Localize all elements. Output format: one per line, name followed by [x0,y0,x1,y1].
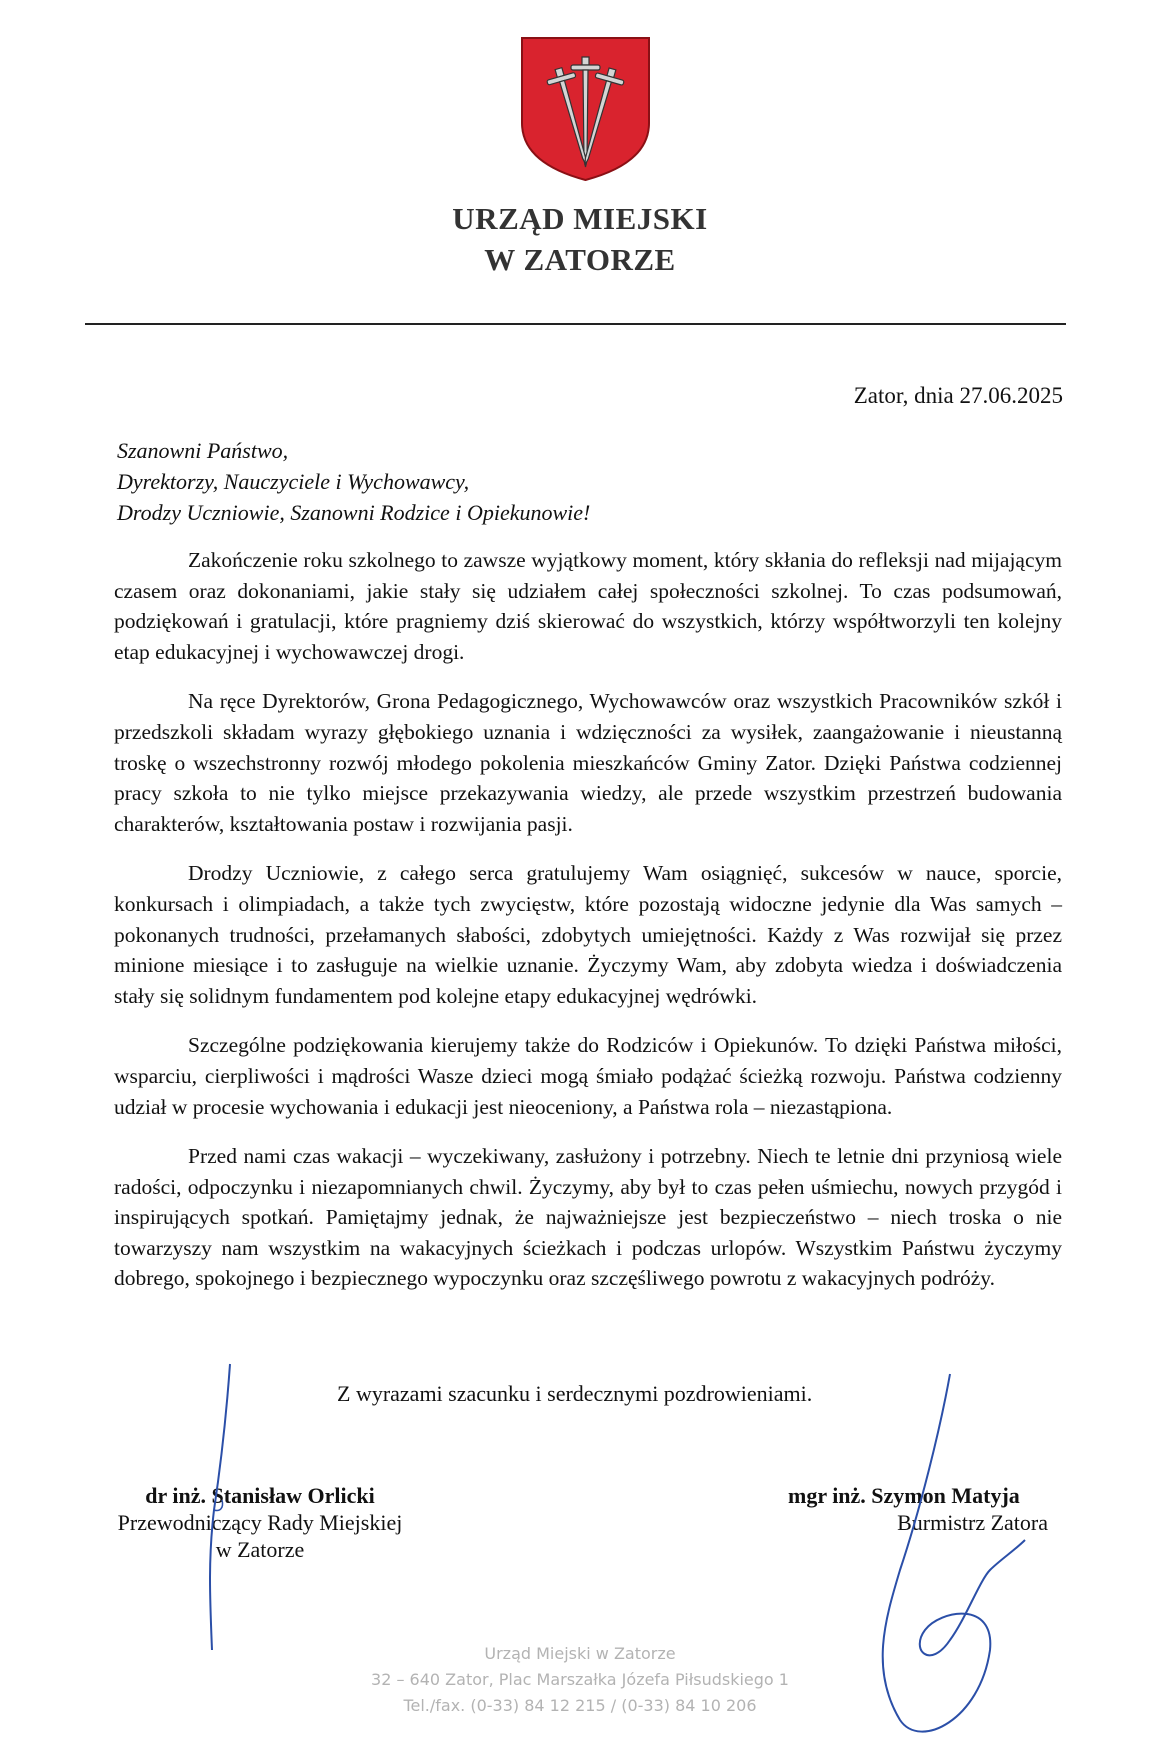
coat-of-arms-crest-icon [519,35,652,183]
body-paragraph: Przed nami czas wakacji – wyczekiwany, zasłużony i potrzebny. Niech te letnie dni przyniosą wiele radości, odpoczynku i niezapomnianych chwil. Życzymy, aby był to czas pełen uśmiechu, nowych przygód i inspirujących spotkań. Pamiętajmy jednak, że najważniejsze jest bezpieczeństwo – niech troska o nie towarzyszy nam wszystkim na wakacyjnych ścieżkach i podczas urlopów. Wszystkim Państwu życzymy dobrego, spokojnego i bezpiecznego wypoczynku oraz szczęśliwego powrotu z wakacyjnych podróży. [114,1144,1062,1291]
letter-date: Zator, dnia 27.06.2025 [853,383,1063,408]
signatory-left-role: Przewodniczący Rady Miejskiej [117,1510,403,1535]
signatory-right-role: Burmistrz Zatora [897,1510,1048,1535]
closing-line: Z wyrazami szacunku i serdecznymi pozdrowieniami. [337,1381,813,1406]
signatory-left-name: dr inż. Stanisław Orlicki [145,1483,375,1508]
salutation-line: Dyrektorzy, Nauczyciele i Wychowawcy, [117,469,470,494]
body-paragraph: Zakończenie roku szkolnego to zawsze wyjątkowy moment, który skłania do refleksji nad mijającym czasem oraz dokonaniami, jakie stały się udziałem całej społeczności szkolnej. To czas podsumowań, podziękowań i gratulacji, które pragniemy dziś skierować do wszystkich, którzy współtworzyli ten kolejny etap edukacyjnej i wychowawczej drogi. [114,548,1062,664]
office-name-line2: W ZATORZE [484,242,676,277]
body-paragraph: Szczególne podziękowania kierujemy także do Rodziców i Opiekunów. To dzięki Państwa miłości, wsparciu, cierpliwości i mądrości Wasze dzieci mogą śmiało podążać ścieżką rozwoju. Państwa codzienny udział w procesie wychowania i edukacji jest nieoceniony, a Państwa rola – niezastąpiona. [114,1033,1062,1119]
salutation-line: Drodzy Uczniowie, Szanowni Rodzice i Opiekunowie! [117,500,591,525]
salutation-line: Szanowni Państwo, [117,438,289,463]
body-paragraph: Na ręce Dyrektorów, Grona Pedagogicznego, Wychowawców oraz wszystkich Pracowników szkół i przedszkoli składam wyrazy głębokiego uznania i wdzięczności za wysiłek, zaangażowanie i nieustanną troskę o wszechstronny rozwój młodego pokolenia mieszkańców Gminy Zator. Dzięki Państwa codziennej pracy szkoła to nie tylko miejsce przekazywania wiedzy, ale przede wszystkim przestrzeń budowania charakterów, kształtowania postaw i rozwijania pasji. [114,689,1062,836]
body-paragraph: Drodzy Uczniowie, z całego serca gratulujemy Wam osiągnięć, sukcesów w nauce, sporcie, konkursach i olimpiadach, a także tych zwycięstw, które pozostają widoczne jedynie dla Was samych – pokonanych trudności, przełamanych słabości, zdobytych umiejętności. Każdy z Was rozwijał się przez minione miesiące i to zasługuje na wielkie uznanie. Życzymy Wam, aby zdobyta wiedza i doświadczenia stały się solidnym fundamentem pod kolejne etapy edukacyjnej wędrówki. [114,861,1062,1008]
salutation [117,435,590,528]
letter-footer [0,1641,1160,1719]
footer-office-name: Urząd Miejski w Zatorze [484,1644,676,1663]
signatory-right [788,1482,1078,1536]
office-name-line1: URZĄD MIEJSKI [452,201,708,236]
header-divider [85,323,1066,325]
office-name-heading [0,198,1160,280]
footer-address: 32 – 640 Zator, Plac Marszałka Józefa Piłsudskiego 1 [371,1670,789,1689]
signatory-left-role-place: w Zatorze [215,1537,305,1562]
footer-phone: Tel./fax. (0-33) 84 12 215 / (0-33) 84 10 206 [403,1696,757,1715]
letter-body [114,545,1062,1313]
signatory-right-name: mgr inż. Szymon Matyja [788,1483,1020,1508]
signatory-left [100,1482,420,1563]
